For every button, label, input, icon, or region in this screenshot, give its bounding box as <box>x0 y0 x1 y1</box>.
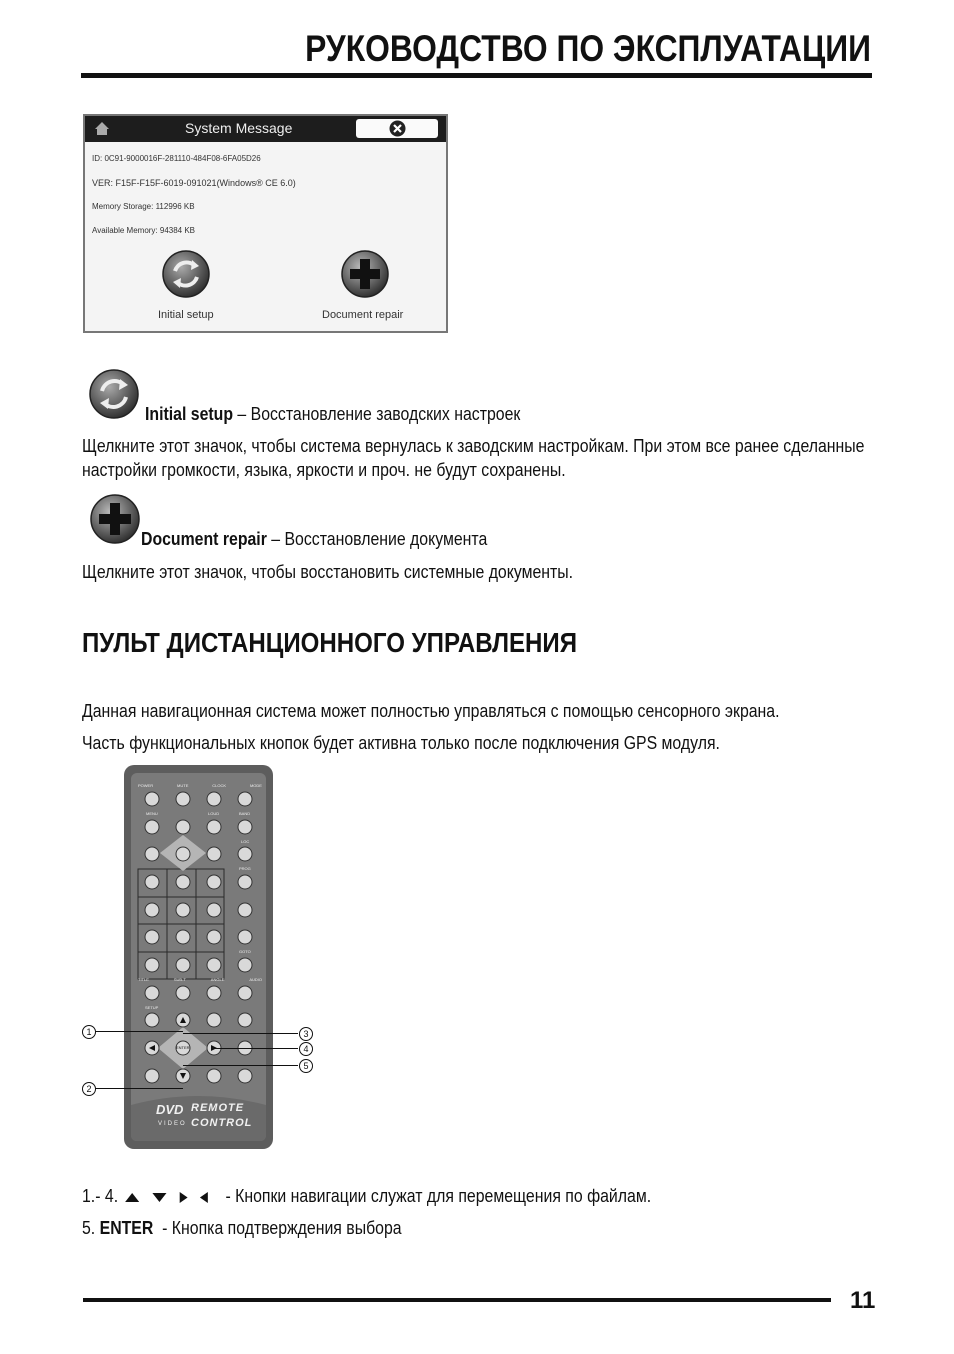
loc-label: LOC <box>241 839 250 844</box>
callout-4-line <box>213 1048 298 1049</box>
remote-section-title: ПУЛЬТ ДИСТАНЦИОННОГО УПРАВЛЕНИЯ <box>82 627 578 658</box>
initial-setup-desc: – Восстановление заводских настроек <box>233 404 521 424</box>
document-repair-name: Document repair <box>141 529 267 549</box>
document-repair-icon <box>89 493 141 545</box>
audio-label: AUDIO <box>249 977 262 982</box>
close-icon <box>389 120 406 137</box>
callout-2-line <box>95 1088 183 1089</box>
page-header-title: РУКОВОДСТВО ПО ЭКСПЛУАТАЦИИ <box>305 28 871 69</box>
device-id: ID: 0C91-9000016F-281110-484F08-6FA05D26 <box>92 154 261 163</box>
power-label: POWER <box>138 783 154 788</box>
title-label: TITLE <box>138 977 149 982</box>
menu-label: MENU <box>146 811 158 816</box>
loud-label: LOUD <box>208 811 220 816</box>
enter-legend-word: ENTER <box>99 1218 154 1238</box>
document-repair-icon[interactable] <box>340 249 390 299</box>
prog-label: PROG <box>239 866 251 871</box>
remote-paragraph-2: Часть функциональных кнопок будет активна только после подключения GPS модуля. <box>82 733 720 753</box>
enter-legend-desc: - Кнопка подтверждения выбора <box>162 1218 402 1238</box>
callout-5: 5 <box>299 1059 313 1073</box>
callout-1: 1 <box>82 1025 96 1039</box>
document-repair-desc: – Восстановление документа <box>266 529 488 549</box>
remote-logo-line-2: CONTROL <box>191 1117 253 1129</box>
home-icon[interactable] <box>94 121 110 136</box>
mute-label: MUTE <box>177 783 189 788</box>
initial-setup-body-1: Щелкните этот значок, чтобы система вернулась к заводским настройкам. При этом все ранее сделанные <box>82 436 865 456</box>
remote-control-illustration <box>124 765 273 1149</box>
goto-label: GOTO <box>239 949 251 954</box>
remote-paragraph-1: Данная навигационная система может полностью управляться с помощью сенсорного экрана. <box>82 701 780 721</box>
enter-legend <box>82 1218 402 1239</box>
mode-label: MODE <box>249 783 262 788</box>
angle-label: ANGLE <box>210 977 225 982</box>
enter-button-label: ENTER <box>176 1045 190 1050</box>
remote-title-row-labels <box>138 977 262 982</box>
close-button[interactable] <box>356 119 438 138</box>
nav-legend-desc: - Кнопки навигации служат для перемещения по файлам. <box>225 1186 652 1206</box>
clock-label: CLOCK <box>212 783 227 788</box>
header-rule <box>81 73 872 78</box>
footer-rule <box>83 1298 831 1302</box>
window-title: System Message <box>185 120 293 136</box>
initial-setup-body-2: настройки громкости, языка, яркости и проч. не будут сохранены. <box>82 460 566 480</box>
callout-3: 3 <box>299 1027 313 1041</box>
setup-label: SETUP <box>145 1005 159 1010</box>
video-logo: VIDEO <box>158 1121 187 1127</box>
callout-1-line <box>95 1031 183 1032</box>
initial-setup-heading <box>145 404 520 425</box>
document-repair-caption: Document repair <box>322 309 404 321</box>
remote-top-labels <box>138 783 262 788</box>
callout-5-line <box>183 1065 298 1066</box>
document-repair-body: Щелкните этот значок, чтобы восстановить системные документы. <box>82 562 574 582</box>
window-title-bar <box>85 116 446 142</box>
initial-setup-icon[interactable] <box>161 249 211 299</box>
navigation-legend <box>82 1186 651 1207</box>
system-message-window <box>83 114 448 333</box>
remote-body <box>124 765 273 1149</box>
initial-setup-name: Initial setup <box>145 404 234 424</box>
memory-storage: Memory Storage: 112996 KB <box>92 202 195 211</box>
remote-logo-line-1: REMOTE <box>191 1102 245 1114</box>
page-number: 11 <box>850 1287 876 1314</box>
sub-t-label: SUB-T <box>173 977 186 982</box>
nav-arrows-icon <box>123 1190 218 1204</box>
enter-legend-prefix: 5. <box>82 1218 96 1238</box>
callout-3-line <box>183 1033 298 1034</box>
initial-setup-icon <box>88 368 140 420</box>
nav-legend-prefix: 1.- 4. <box>82 1186 119 1206</box>
band-label: BAND <box>239 811 251 816</box>
dvd-logo: DVD <box>156 1102 184 1117</box>
version-info: VER: F15F-F15F-6019-091021(Windows® CE 6.0) <box>92 178 296 188</box>
available-memory: Available Memory: 94384 KB <box>92 226 196 235</box>
initial-setup-caption: Initial setup <box>158 309 214 321</box>
document-repair-heading <box>141 529 487 550</box>
callout-2: 2 <box>82 1082 96 1096</box>
callout-4: 4 <box>299 1042 313 1056</box>
